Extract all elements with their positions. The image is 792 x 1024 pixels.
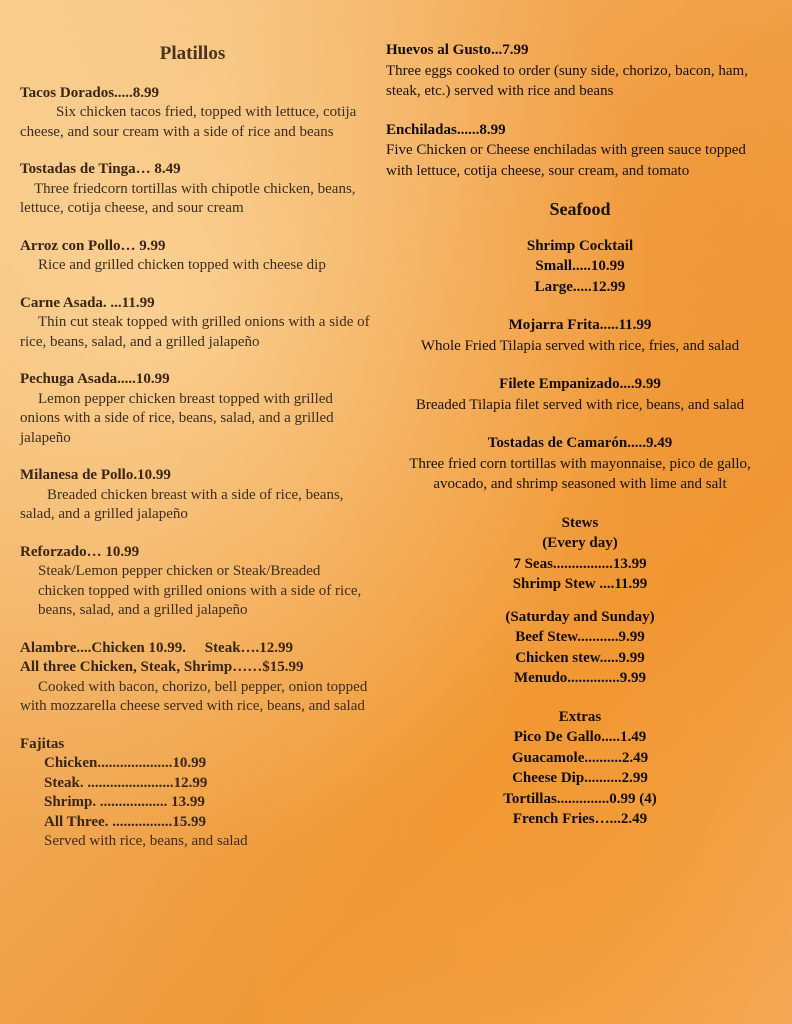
item-title: Arroz con Pollo… 9.99 <box>20 237 166 254</box>
item-title: Huevos al Gusto...7.99 <box>386 42 529 58</box>
menu-item-milanesa <box>20 466 370 525</box>
stews-section <box>386 513 774 595</box>
menu-item-tostadas-camaron <box>386 433 774 495</box>
item-description: Whole Fried Tilapia served with rice, fries, and salad <box>420 337 740 354</box>
item-title: Carne Asada. ...11.99 <box>20 294 155 311</box>
section-title: (Saturday and Sunday) <box>505 608 655 625</box>
stew-item: Shrimp Stew ....11.99 <box>512 576 648 592</box>
menu-item-alambre <box>20 639 370 717</box>
item-title: Reforzado… 10.99 <box>20 543 140 560</box>
menu-item-arroz-con-pollo <box>20 237 370 276</box>
menu-item-shrimp-cocktail <box>386 236 774 298</box>
menu-item-enchiladas <box>386 120 774 182</box>
item-description: Served with rice, beans, and salad <box>44 833 248 849</box>
seafood-heading: Seafood <box>549 199 611 219</box>
fajitas-option: Chicken....................10.99 <box>44 755 207 771</box>
menu-item-reforzado <box>20 543 370 621</box>
item-description: Three friedcorn tortillas with chipotle chicken, beans, lettuce, cotija cheese, and sour cream <box>20 180 356 216</box>
section-subtitle: (Every day) <box>542 535 618 551</box>
item-title: Tacos Dorados.....8.99 <box>20 84 160 101</box>
extra-item: Tortillas..............0.99 (4) <box>503 790 657 807</box>
item-description: Three fried corn tortillas with mayonnaise, pico de gallo, avocado, and shrimp seasoned with lime and salt <box>409 455 751 492</box>
platillos-column <box>20 40 370 870</box>
stew-item: 7 Seas................13.99 <box>513 555 647 572</box>
item-title: Shrimp Cocktail <box>526 237 634 254</box>
item-title: Filete Empanizado....9.99 <box>499 376 661 392</box>
item-description: Three eggs cooked to order (suny side, chorizo, bacon, ham, steak, etc.) served with rice and beans <box>386 62 748 99</box>
menu-item-carne-asada <box>20 294 370 353</box>
item-title: Tostadas de Tinga… 8.49 <box>20 161 181 177</box>
menu-item-huevos <box>386 40 774 102</box>
item-description: Five Chicken or Cheese enchiladas with green sauce topped with lettuce, cotija cheese, sour cream, and tomato <box>386 142 746 179</box>
item-title: Tostadas de Camarón.....9.49 <box>487 435 673 451</box>
fajitas-option: Shrimp. .................. 13.99 <box>44 794 205 810</box>
size-option-small: Small.....10.99 <box>535 258 625 274</box>
item-title: Enchiladas......8.99 <box>386 121 506 138</box>
fajitas-option: All Three. ................15.99 <box>44 813 206 830</box>
extra-item: Guacamole..........2.49 <box>511 749 649 766</box>
item-description: Steak/Lemon pepper chicken or Steak/Breaded chicken topped with grilled onions with a side of rice, beans, salad, and a grilled jalapeño <box>38 563 362 618</box>
menu-item-pechuga-asada <box>20 370 370 448</box>
weekend-item: Menudo..............9.99 <box>513 670 647 686</box>
item-description: Thin cut steak topped with grilled onions with a side of rice, beans, salad, and a grilled jalapeño <box>20 314 370 350</box>
extras-section <box>386 707 774 830</box>
menu-item-filete <box>386 374 774 415</box>
weekend-item: Beef Stew...........9.99 <box>515 629 645 645</box>
item-title: Milanesa de Pollo.10.99 <box>20 467 171 483</box>
menu-item-tostadas-tinga <box>20 160 370 219</box>
platillos-heading: Platillos <box>159 43 226 64</box>
item-description: Lemon pepper chicken breast topped with grilled onions with a side of rice, beans, salad, and a grilled jalapeño <box>20 390 334 446</box>
menu-item-tacos-dorados <box>20 84 370 143</box>
size-option-large: Large.....12.99 <box>534 278 626 295</box>
menu-item-fajitas <box>20 735 370 852</box>
item-description: Rice and grilled chicken topped with cheese dip <box>38 257 326 273</box>
item-description: Cooked with bacon, chorizo, bell pepper, onion topped with mozzarella cheese served with rice, beans, and salad <box>20 678 368 714</box>
item-title: Mojarra Frita.....11.99 <box>508 317 652 333</box>
extra-item: Cheese Dip..........2.99 <box>512 770 648 786</box>
item-description: Breaded chicken breast with a side of rice, beans, salad, and a grilled jalapeño <box>20 486 344 522</box>
section-title: Stews <box>561 514 599 531</box>
item-description: Six chicken tacos fried, topped with lettuce, cotija cheese, and sour cream with a side of rice and beans <box>20 104 357 140</box>
extra-item: French Fries…...2.49 <box>512 811 648 827</box>
right-column <box>386 40 774 848</box>
section-title: Extras <box>558 708 602 725</box>
item-description: Breaded Tilapia filet served with rice, beans, and salad <box>415 396 745 413</box>
item-title: Fajitas <box>20 735 65 752</box>
weekend-section <box>386 607 774 689</box>
weekend-item: Chicken stew.....9.99 <box>515 649 645 666</box>
fajitas-option: Steak. .......................12.99 <box>44 774 208 791</box>
item-title-2: All three Chicken, Steak, Shrimp……$15.99 <box>20 659 304 675</box>
extra-item: Pico De Gallo.....1.49 <box>513 729 647 745</box>
menu-item-mojarra <box>386 315 774 356</box>
item-title: Alambre....Chicken 10.99. Steak….12.99 <box>20 639 294 656</box>
item-title: Pechuga Asada.....10.99 <box>20 371 170 387</box>
